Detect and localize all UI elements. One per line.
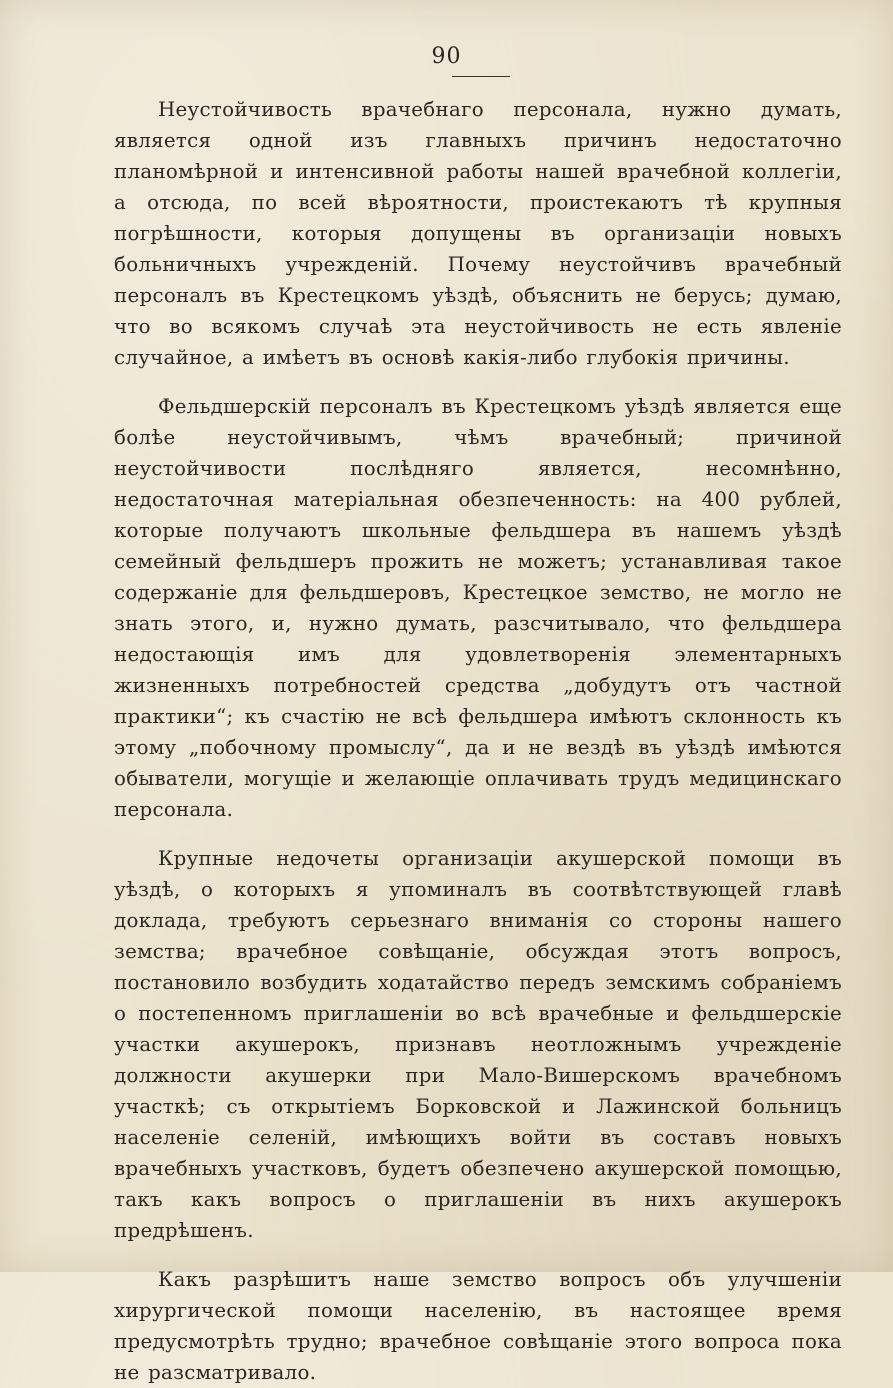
page-number: 90 <box>431 44 462 69</box>
paragraph-3: Крупные недочеты организаціи акушерской помощи въ уѣздѣ, о которыхъ я упоминалъ въ соотвѣтствующей главѣ доклада, требуютъ серьезнаго вниманія со стороны нашего земства; врачебное совѣщаніе, обсуждая этотъ вопросъ, постановило возбудить ходатайство передъ земскимъ собраніемъ о постепенномъ приглашеніи во всѣ врачебные и фельдшерскіе участки акушерокъ, признавъ неотложнымъ учрежденіе должности акушерки при Мало-Вишерскомъ врачебномъ участкѣ; съ открытіемъ Борковской и Лажинской больницъ населеніе селеній, имѣющихъ войти въ составъ новыхъ врачебныхъ участковъ, будетъ обезпечено акушерской помощью, такъ какъ вопросъ о приглашеніи въ нихъ акушерокъ предрѣшенъ. <box>114 847 842 1242</box>
paragraph-2: Фельдшерскій персоналъ въ Крестецкомъ уѣздѣ является еще болѣе неустойчивымъ, чѣмъ врачебный; причиной неустойчивости послѣдняго является, несомнѣнно, недостаточная матеріальная обезпеченность: на 400 рублей, которые получаютъ школьные фельдшера въ нашемъ уѣздѣ семейный фельдшеръ прожить не можетъ; устанавливая такое содержаніе для фельдшеровъ, Крестецкое земство, не могло не знать этого, и, нужно думать, разсчитывало, что фельдшера недостающія имъ для удовлетворенія элементарныхъ жизненныхъ потребностей средства „добудутъ отъ частной практики“; къ счастію не всѣ фельдшера имѣютъ склонность къ этому „побочному промыслу“, да и не вездѣ въ уѣздѣ имѣются обыватели, могущіе и желающіе оплачивать трудъ медицинскаго персонала. <box>114 395 842 821</box>
page-body <box>114 94 842 1388</box>
paragraph-4: Какъ разрѣшитъ наше земство вопросъ объ улучшеніи хирургической помощи населенію, въ настоящее время предусмотрѣть трудно; врачебное совѣщаніе этого вопроса пока не разсматривало. <box>114 1268 842 1384</box>
page-number-rule <box>452 76 510 77</box>
paragraph-1: Неустойчивость врачебнаго персонала, нужно думать, является одной изъ главныхъ причинъ недостаточно планомѣрной и интенсивной работы нашей врачебной коллегіи, а отсюда, по всей вѣроятности, проистекаютъ тѣ крупныя погрѣшности, которыя допущены въ организаціи новыхъ больничныхъ учрежденій. Почему неустойчивъ врачебный персоналъ въ Крестецкомъ уѣздѣ, объяснить не берусь; думаю, что во всякомъ случаѣ эта неустойчивость не есть явленіе случайное, а имѣетъ въ основѣ какія-либо глубокія причины. <box>114 98 842 369</box>
